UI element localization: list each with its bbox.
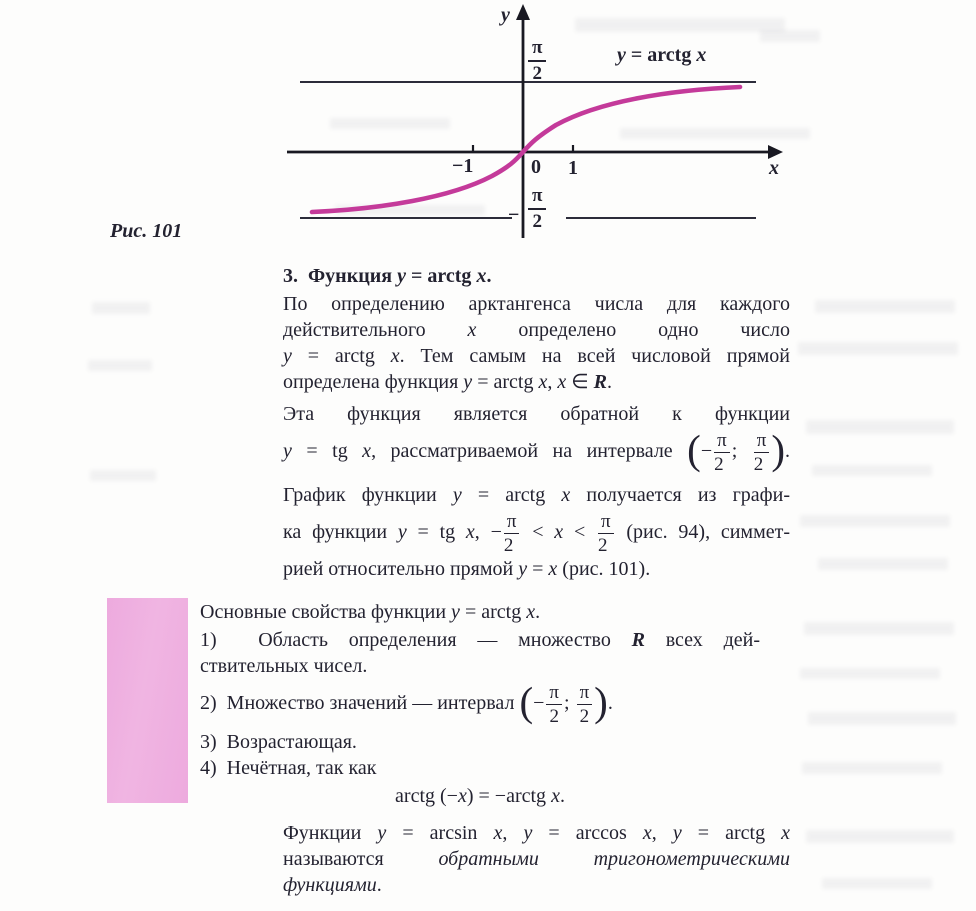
text-line: называются обратными тригонометрическими	[283, 848, 790, 870]
curve-equation-label: y = arctg x	[617, 44, 707, 66]
bleed-through	[802, 762, 942, 774]
bleed-through	[88, 360, 152, 371]
fraction: $\frac{\pi}{2}$	[577, 683, 593, 726]
upper-asymptote-value	[528, 38, 546, 83]
property-odd	[200, 755, 760, 781]
arctg-curve	[312, 87, 740, 212]
paragraph-closing	[283, 820, 790, 898]
section-heading	[283, 263, 790, 289]
fraction-numerator: π	[532, 37, 543, 58]
lower-asymptote-value	[528, 186, 546, 231]
bleed-through	[806, 420, 954, 434]
formula-line: arctg (−x) = −arctg x.	[395, 785, 565, 807]
highlight-bar	[107, 598, 188, 803]
x-axis-label: x	[769, 157, 779, 179]
fraction: $\frac{\pi}{2}$	[504, 512, 520, 555]
origin-label: 0	[531, 156, 541, 178]
paragraph-inverse	[283, 401, 790, 475]
text-line: По определению арктангенса числа для каждого	[283, 293, 790, 315]
text-line: функциями.	[283, 874, 382, 896]
bleed-through	[800, 668, 940, 679]
bleed-through	[818, 558, 948, 570]
text-line: определена функция y = arctg x, x ∈ R.	[283, 371, 612, 393]
text-line: рией относительно прямой y = x (рис. 101).	[283, 558, 651, 580]
odd-formula	[200, 783, 760, 809]
text-line: Эта функция является обратной к функции	[283, 403, 790, 425]
properties-title	[200, 599, 760, 625]
bleed-through	[798, 342, 958, 355]
bleed-through	[92, 302, 150, 314]
text-line: Функции y = arcsin x, y = arccos x, y = arctg x	[283, 822, 791, 844]
tick-label-one: 1	[568, 157, 578, 179]
text-line: График функции y = arctg x получается из графи-	[283, 484, 790, 506]
text-line: 2) Множество значений — интервал (− $\frac{\pi}{2}$ ; $\frac{\pi}{2}$ ).	[200, 678, 613, 727]
fraction-numerator: π	[532, 185, 543, 206]
bleed-through	[806, 830, 954, 843]
bleed-through	[815, 300, 955, 313]
bleed-through	[822, 878, 932, 889]
lower-asymptote-minus: −	[508, 204, 520, 226]
fraction-denominator: 2	[528, 208, 546, 231]
text-line: 4) Нечётная, так как	[200, 757, 377, 779]
bleed-through	[804, 622, 954, 635]
tick-label-minus-one: −1	[452, 155, 474, 177]
fraction: $\frac{\pi}{2}$	[754, 431, 770, 474]
text-line: ствительных чисел.	[200, 655, 368, 677]
heading-line: 3. Функция y = arctg x.	[283, 265, 492, 287]
text-line: y = tg x, рассматриваемой на интервале (− $\frac{\pi}{2}$ ; $\frac{\pi}{2}$ ).	[283, 426, 790, 475]
text-line: Основные свойства функции y = arctg x.	[200, 601, 541, 623]
y-axis-arrowhead	[516, 4, 530, 20]
property-domain	[200, 627, 760, 679]
text-line: 3) Возрастающая.	[200, 731, 357, 753]
fraction-denominator: 2	[528, 60, 546, 83]
text-line: ка функции y = tg x, − $\frac{\pi}{2}$ < x < $\frac{\pi}{2}$ (рис. 94), симмет-	[283, 510, 791, 556]
y-axis-label: y	[501, 4, 510, 26]
paragraph-definition	[283, 291, 790, 395]
property-increasing	[200, 729, 760, 755]
bleed-through	[90, 470, 156, 481]
paragraph-graph	[283, 482, 790, 582]
text-line: y = arctg x. Тем самым на всей числовой прямой	[283, 345, 790, 367]
text-line: 1) Область определения — множество R всех дей-	[200, 629, 760, 651]
figure-caption: Рис. 101	[110, 220, 183, 242]
bleed-through	[812, 465, 932, 476]
text-line: действительного x определено одно число	[283, 319, 790, 341]
property-range	[200, 679, 760, 727]
bleed-through	[808, 712, 956, 725]
bleed-through	[800, 515, 950, 527]
arctg-graph	[280, 0, 880, 250]
fraction: $\frac{\pi}{2}$	[598, 512, 614, 555]
fraction: $\frac{\pi}{2}$	[546, 683, 562, 726]
fraction: $\frac{\pi}{2}$	[714, 431, 730, 474]
